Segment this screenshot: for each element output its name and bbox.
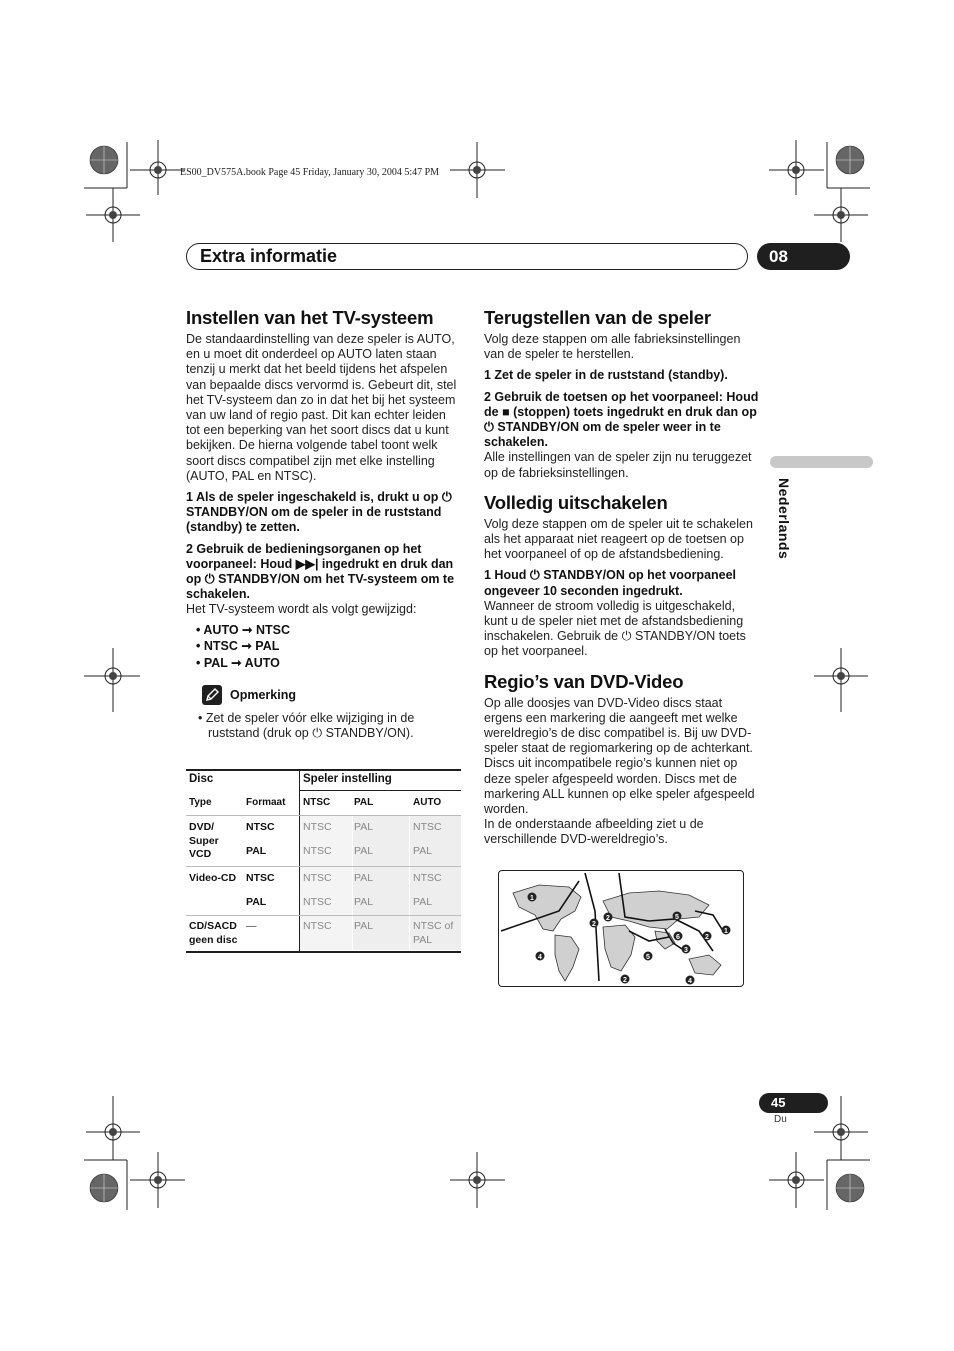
table-cell-type: Super (189, 835, 219, 847)
table-cell-ntsc: NTSC (303, 872, 332, 884)
regions-text-2: In de onderstaande afbeelding ziet u de verschillende DVD-wereldregio’s. (484, 817, 704, 847)
region-number: 2 (606, 915, 610, 922)
region-badge (685, 970, 695, 987)
header-format: Formaat (246, 797, 286, 808)
table-rule (186, 866, 461, 867)
dvd-region-map (498, 870, 744, 987)
table-cell-auto: NTSC of (413, 920, 454, 932)
table-divider (299, 769, 300, 953)
region-number: 6 (676, 934, 680, 941)
table-cell-auto: NTSC (413, 872, 442, 884)
language-label: Nederlands (776, 478, 792, 560)
table-cell-auto: PAL (413, 934, 433, 946)
region-badge (527, 887, 537, 906)
region-badge (721, 920, 731, 939)
header-auto: AUTO (413, 797, 442, 808)
chapter-title: Extra informatie (200, 246, 338, 266)
note-heading (186, 685, 461, 705)
file-info: ES00_DV575A.book Page 45 Friday, January 30, 2004 5:47 PM (180, 167, 440, 178)
table-rule (186, 915, 461, 916)
region-number: 4 (688, 978, 692, 985)
section-title-tv-system: Instellen van het TV-systeem (186, 307, 434, 328)
table-cell-auto: PAL (413, 896, 433, 908)
table-cell-auto: NTSC (413, 821, 442, 833)
region-number: 2 (592, 921, 596, 928)
reset-intro: Volg deze stappen om alle fabrieksinstellingen van de speler te herstellen. (484, 332, 741, 362)
table-cell-pal: PAL (354, 920, 374, 932)
reset-result: Alle instellingen van de speler zijn nu teruggezet op de fabrieksinstellingen. (484, 450, 752, 480)
left-column (186, 306, 461, 742)
list-item: • AUTO ➞ NTSC (196, 622, 461, 639)
region-number: 5 (675, 914, 679, 921)
table-cell-format: PAL (246, 845, 267, 857)
power-off-step-1: 1 Houd ⏻ STANDBY/ON op het voorpaneel ongeveer 10 seconden ingedrukt. (484, 568, 737, 598)
pencil-note-icon (202, 685, 222, 705)
table-cell-format: NTSC (246, 872, 275, 884)
tv-step-2: 2 Gebruik de bedieningsorganen op het voorpaneel: Houd ▶▶| ingedrukt en druk dan op ⏻ STANDBY/ON om het TV-systeem om te schakelen. (186, 541, 455, 602)
region-number: 2 (623, 977, 627, 984)
header-disc: Disc (189, 773, 214, 785)
note-title: Opmerking (230, 687, 296, 702)
table-cell-format: — (246, 920, 257, 932)
table-cell-ntsc: NTSC (303, 896, 332, 908)
note-text: • Zet de speler vóór elke wijziging in de ruststand (druk op ⏻ STANDBY/ON). (198, 711, 415, 741)
tv-step-2-text: Het TV-systeem wordt als volgt gewijzigd: (186, 602, 417, 617)
power-off-result: Wanneer de stroom volledig is uitgeschakeld, kunt u de speler niet met de afstandsbediening inschakelen. Gebruik de ⏻ STANDBY/ON toets op het voorpaneel. (484, 598, 746, 659)
right-column (484, 306, 759, 848)
region-badge (535, 946, 545, 965)
tv-step-1: 1 Als de speler ingeschakeld is, drukt u op ⏻ STANDBY/ON om de speler in de ruststand (standby) te zetten. (186, 490, 452, 535)
table-rule (186, 815, 461, 816)
region-number: 1 (724, 928, 728, 935)
page-language-code: Du (774, 1114, 787, 1125)
language-tab-bar (770, 456, 873, 468)
list-item: • PAL ➞ AUTO (196, 655, 461, 672)
section-title-power-off: Volledig uitschakelen (484, 491, 668, 513)
header-ntsc: NTSC (303, 797, 331, 808)
table-cell-type: VCD (189, 848, 212, 860)
region-badge (702, 926, 712, 945)
power-off-intro: Volg deze stappen om de speler uit te schakelen als het apparaat niet reageert op de toetsen op het voorpaneel of op de afstandsbediening. (484, 516, 753, 562)
region-badge (681, 939, 691, 958)
region-number: 4 (538, 954, 542, 961)
region-number: 5 (646, 954, 650, 961)
reset-step-2: 2 Gebruik de toetsen op het voorpaneel: Houd de ■ (stoppen) toets ingedrukt en druk dan op ⏻ STANDBY/ON om de speler weer in te schakelen. (484, 389, 759, 450)
table-cell-type: CD/SACD (189, 920, 237, 932)
table-cell-pal: PAL (354, 845, 374, 857)
region-badge (672, 906, 682, 925)
region-badge (643, 946, 653, 965)
region-badge (589, 913, 599, 932)
table-top-rule (186, 769, 461, 771)
table-cell-type: DVD/ (189, 821, 215, 833)
table-cell-pal: PAL (354, 896, 374, 908)
section-title-regions: Regio’s van DVD-Video (484, 670, 684, 692)
section-title-reset: Terugstellen van de speler (484, 307, 711, 328)
region-number: 2 (705, 934, 709, 941)
table-cell-pal: PAL (354, 872, 374, 884)
tv-system-intro: De standaardinstelling van deze speler is AUTO, en u moet dit onderdeel op AUTO laten staan tenzij u merkt dat het beeld tijdens het afspelen van bepaalde discs vervormd is. Gebeurt dit, stel het TV-systeem dan zo in dat het bij het systeem van uw land of regio past. Dit kan echter leiden tot een beperking van het soort discs dat u kunt bekijken. De hierna volgende tabel toont welk soort discs compatibel zijn met elke instelling (AUTO, PAL en NTSC). (186, 332, 457, 483)
header-type: Type (189, 797, 212, 808)
table-cell-ntsc: NTSC (303, 821, 332, 833)
table-cell-format: NTSC (246, 821, 275, 833)
page-number: 45 (759, 1093, 828, 1113)
table-cell-ntsc: NTSC (303, 920, 332, 932)
table-bottom-rule (186, 951, 461, 953)
table-rule (300, 790, 461, 791)
table-cell-type: Video-CD (189, 872, 237, 884)
region-number: 3 (684, 947, 688, 954)
table-cell-type: geen disc (189, 934, 238, 946)
region-badge (620, 969, 630, 987)
region-badge (603, 907, 613, 926)
chapter-number: 08 (757, 243, 850, 270)
header-setting: Speler instelling (303, 773, 392, 785)
header-pal: PAL (354, 797, 374, 808)
table-cell-auto: PAL (413, 845, 433, 857)
regions-text: Op alle doosjes van DVD-Video discs staat ergens een markering die aangeeft met welke wereldregio’s de disc compatibel is. Bij uw DVD-speler staat de regiomarkering op de achterkant. Discs uit incompatibele regio’s kunnen niet op deze speler afgespeeld worden. Discs met de markering ALL kunnen op elke speler afgespeeld worden. (484, 695, 755, 817)
table-cell-pal: PAL (354, 821, 374, 833)
list-item: • NTSC ➞ PAL (196, 638, 461, 655)
reset-step-1: 1 Zet de speler in de ruststand (standby). (484, 368, 728, 383)
region-number: 1 (530, 895, 534, 902)
language-tab (770, 478, 810, 578)
table-cell-ntsc: NTSC (303, 845, 332, 857)
table-cell-format: PAL (246, 896, 267, 908)
tv-cycle-list (196, 622, 461, 672)
